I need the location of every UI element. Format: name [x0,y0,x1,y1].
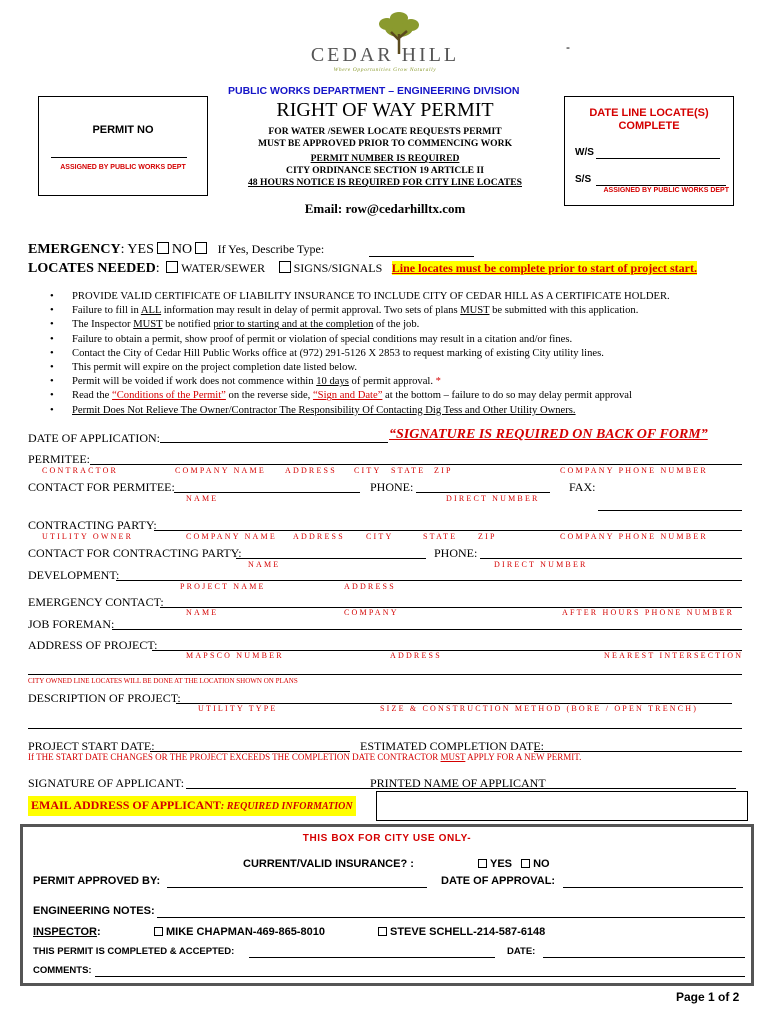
rule-item: • Failure to obtain a permit, show proof of permit or violation of special conditions may result in a citation and/or fines. [48,333,748,347]
logo-tagline: Where Opportunities Grow Naturally [333,67,437,73]
header-note-1: FOR WATER /SEWER LOCATE REQUESTS PERMIT [268,126,502,137]
sub-project-name: PROJECT NAME [180,582,266,591]
cedar-hill-logo [305,8,465,78]
ss-label: S/S [575,174,592,185]
sub-name: NAME [186,494,219,503]
insurance-yes-checkbox[interactable] [478,859,487,868]
page-title: RIGHT OF WAY PERMIT [276,99,494,121]
signs-signals-label: SIGNS/SIGNALS [293,261,383,275]
inspector-2: STEVE SCHELL-214-587-6148 [375,926,545,938]
job-foreman-label: JOB FOREMAN: [28,617,115,631]
locate-box-title-1: DATE LINE LOCATE(S) [589,107,709,119]
inspector-label: INSPECTOR [33,926,97,938]
sub-name-2: NAME [248,560,281,569]
emergency-type-field[interactable] [369,256,474,257]
start-change-note: If THE START DATE CHANGES OR THE PROJECT EXCEEDS THE COMPLETION DATE CONTRACTOR MUST APPLY FOR A NEW PERMIT. [28,752,582,762]
sub-size-method: SIZE & CONSTRUCTION METHOD (BORE / OPEN TRENCH) [380,704,699,713]
rule-item: • The Inspector MUST be notified prior to starting and at the completion of the job. [48,318,748,332]
sub-mapsco: MAPSCO NUMBER [186,651,284,660]
sub-name-3: NAME [186,608,219,617]
completed-field[interactable] [249,957,495,958]
start-date-label: PROJECT START DATE: [28,739,155,753]
comments-field[interactable] [95,976,745,977]
sub-state: STATE [391,466,426,475]
signature-applicant-label: SIGNATURE OF APPLICANT: [28,776,185,790]
header-note-2: MUST BE APPROVED PRIOR TO COMMENCING WORK [257,138,513,149]
locate-box-title [565,107,733,133]
inspector-row: INSPECTOR: [33,926,101,938]
contact-permitee-label: CONTACT FOR PERMITEE: [28,480,175,494]
emergency-no-checkbox[interactable] [195,242,207,254]
city-box-title: THIS BOX FOR CITY USE ONLY- [302,833,472,844]
sub-company-phone: COMPANY PHONE NUMBER [560,466,708,475]
emergency-yes-checkbox[interactable] [157,242,169,254]
engineering-notes-label: ENGINEERING NOTES: [33,905,155,917]
department-title: PUBLIC WORKS DEPARTMENT – ENGINEERING DIVISION [228,85,520,97]
emergency-label: EMERGENCY [28,242,121,257]
signs-signals-checkbox[interactable] [279,261,291,273]
locates-warning: Line locates must be complete prior to start of project start. [391,261,697,275]
sub-city-2: CITY [366,532,394,541]
permitee-label: PERMITEE: [28,452,90,466]
rule-item: • Permit Does Not Relieve The Owner/Contractor The Responsibility Of Contacting Dig Tess and Other Utility Owners. [48,404,748,418]
printed-name-label: PRINTED NAME OF APPLICANT [370,776,546,790]
emergency-if-yes: If Yes, Describe Type: [217,242,325,256]
sub-company-name-2: COMPANY NAME [186,532,277,541]
insurance-no-checkbox[interactable] [521,859,530,868]
completion-date-label: ESTIMATED COMPLETION DATE: [360,739,544,753]
logo-name: CEDAR HILL [310,44,460,66]
sub-address-2: ADDRESS [293,532,345,541]
completed-date-label: DATE: [507,946,536,957]
header-note-4: CITY ORDINANCE SECTION 19 ARTICLE II [286,165,484,176]
permitee-fax-label: FAX: [569,480,596,494]
permit-rules-list [48,290,748,418]
permitee-phone-field[interactable] [416,492,550,493]
sub-contractor: CONTRACTOR [42,466,119,475]
city-owned-note: CITY OWNED LINE LOCATES WILL BE DONE AT THE LOCATION SHOWN ON PLANS [28,677,298,685]
sub-zip-2: ZIP [478,532,497,541]
sub-state-2: STATE [423,532,458,541]
city-use-box [20,824,754,986]
contracting-phone-field[interactable] [480,558,742,559]
rule-item: • This permit will expire on the project completion date listed below. [48,361,748,375]
rule-item: • PROVIDE VALID CERTIFICATE OF LIABILITY INSURANCE TO INCLUDE CITY OF CEDAR HILL AS A CERTIFICATE HOLDER. [48,290,748,304]
locate-box-note: ASSIGNED BY PUBLIC WORKS DEPT [603,187,729,194]
sub-direct: DIRECT NUMBER [446,494,540,503]
contact-permitee-field[interactable] [174,492,360,493]
ws-field[interactable] [596,158,720,159]
sub-utility-owner: UTILITY OWNER [42,532,134,541]
job-foreman-field[interactable] [112,629,742,630]
description-field-2[interactable] [28,728,742,729]
sub-address-3: ADDRESS [344,582,396,591]
conditions-link[interactable]: “Conditions of the Permit” [112,390,226,402]
emergency-row [28,242,324,258]
ws-label: W/S [575,147,594,158]
locates-label: LOCATES NEEDED [28,261,156,276]
page-number: Page 1 of 2 [676,990,740,1004]
contracting-party-label: CONTRACTING PARTY: [28,518,157,532]
header-note-5: 48 HOURS NOTICE IS REQUIRED FOR CITY LINE LOCATES [247,177,522,188]
rule-item: • Permit will be voided if work does not commence within 10 days of permit approval. * [48,375,748,389]
insurance-yes-label: YES [490,858,513,870]
sub-utility-type: UTILITY TYPE [198,704,278,713]
description-label: DESCRIPTION OF PROJECT: [28,691,181,705]
permit-no-field[interactable] [51,157,187,158]
sub-company: COMPANY [344,608,399,617]
email-applicant-field[interactable] [376,791,748,821]
sub-zip: ZIP [434,466,453,475]
address-of-project-label: ADDRESS OF PROJECT: [28,638,158,652]
permit-no-note: ASSIGNED BY PUBLIC WORKS DEPT [60,164,186,171]
insurance-no-label: NO [533,858,550,870]
email-applicant-label: EMAIL ADDRESS OF APPLICANT: REQUIRED INFORMATION [28,796,356,816]
contracting-party-field[interactable] [154,530,742,531]
signature-required-note: “SIGNATURE IS REQUIRED ON BACK OF FORM” [389,427,708,442]
insurance-options [475,858,550,870]
inspector-1: MIKE CHAPMAN-469-865-8010 [151,926,325,938]
date-of-approval-label: DATE OF APPROVAL: [441,875,556,887]
sub-nearest: NEAREST INTERSECTION [604,651,744,660]
printed-name-field[interactable] [538,788,736,789]
water-sewer-checkbox[interactable] [166,261,178,273]
header-note-3: PERMIT NUMBER IS REQUIRED [310,153,460,164]
address-of-project-field-2[interactable] [28,674,742,675]
approved-by-field[interactable] [167,887,427,888]
engineering-notes-field[interactable] [157,917,745,918]
inspector-2-checkbox[interactable] [378,927,387,936]
emergency-no-label: NO [171,242,193,257]
header-dash: - [566,40,570,54]
contracting-phone-label: PHONE: [434,546,478,560]
comments-label: COMMENTS: [33,965,92,976]
completed-date-field[interactable] [543,957,745,958]
contact-email: Email: row@cedarhilltx.com [304,201,466,216]
sub-company-phone-2: COMPANY PHONE NUMBER [560,532,708,541]
sub-address: ADDRESS [285,466,337,475]
approved-by-label: PERMIT APPROVED BY: [33,875,161,887]
signature-applicant-field[interactable] [186,788,370,789]
sign-and-date-link[interactable]: “Sign and Date” [312,390,383,402]
sub-after-hours: AFTER HOURS PHONE NUMBER [562,608,735,617]
contact-contracting-field[interactable] [236,558,426,559]
insurance-label: CURRENT/VALID INSURANCE? : [243,858,414,870]
locate-complete-box [564,96,734,206]
development-label: DEVELOPMENT: [28,568,120,582]
permitee-field[interactable] [90,464,742,465]
permitee-fax-field[interactable] [598,510,742,511]
permit-no-label: PERMIT NO [92,124,154,136]
rule-item: • Failure to fill in ALL information may result in delay of permit approval. Two sets of plans MUST be submitted with this application. [48,304,748,318]
rule-item: • Contact the City of Cedar Hill Public Works office at (972) 291-5126 X 2853 to request marking of existing City utility lines. [48,347,748,361]
sub-city: CITY [354,466,382,475]
inspector-1-checkbox[interactable] [154,927,163,936]
permitee-phone-label: PHONE: [370,480,414,494]
permit-number-box [38,96,208,196]
contact-contracting-label: CONTACT FOR CONTRACTING PARTY: [28,546,242,560]
ss-field[interactable] [596,185,726,186]
date-of-approval-field[interactable] [563,887,743,888]
locates-row: LOCATES NEEDED: WATER/SEWER SIGNS/SIGNALS Line locates must be complete prior to start of project start. [28,261,697,276]
emergency-yes-label: : YES [120,242,154,257]
locate-box-title-2: COMPLETE [618,120,680,132]
sub-direct-2: DIRECT NUMBER [494,560,588,569]
development-field[interactable] [116,580,742,581]
sub-company-name: COMPANY NAME [175,466,266,475]
sub-address-4: ADDRESS [390,651,442,660]
completed-label: THIS PERMIT IS COMPLETED & ACCEPTED: [33,946,235,957]
water-sewer-label: WATER/SEWER [181,261,266,275]
date-of-application-label: DATE OF APPLICATION: [28,431,161,445]
date-of-application-field[interactable] [160,442,388,443]
emergency-contact-label: EMERGENCY CONTACT: [28,595,164,609]
rule-item: • Read the “Conditions of the Permit” on the reverse side, “Sign and Date” at the bottom – failure to do so may delay permit approval [48,389,748,403]
